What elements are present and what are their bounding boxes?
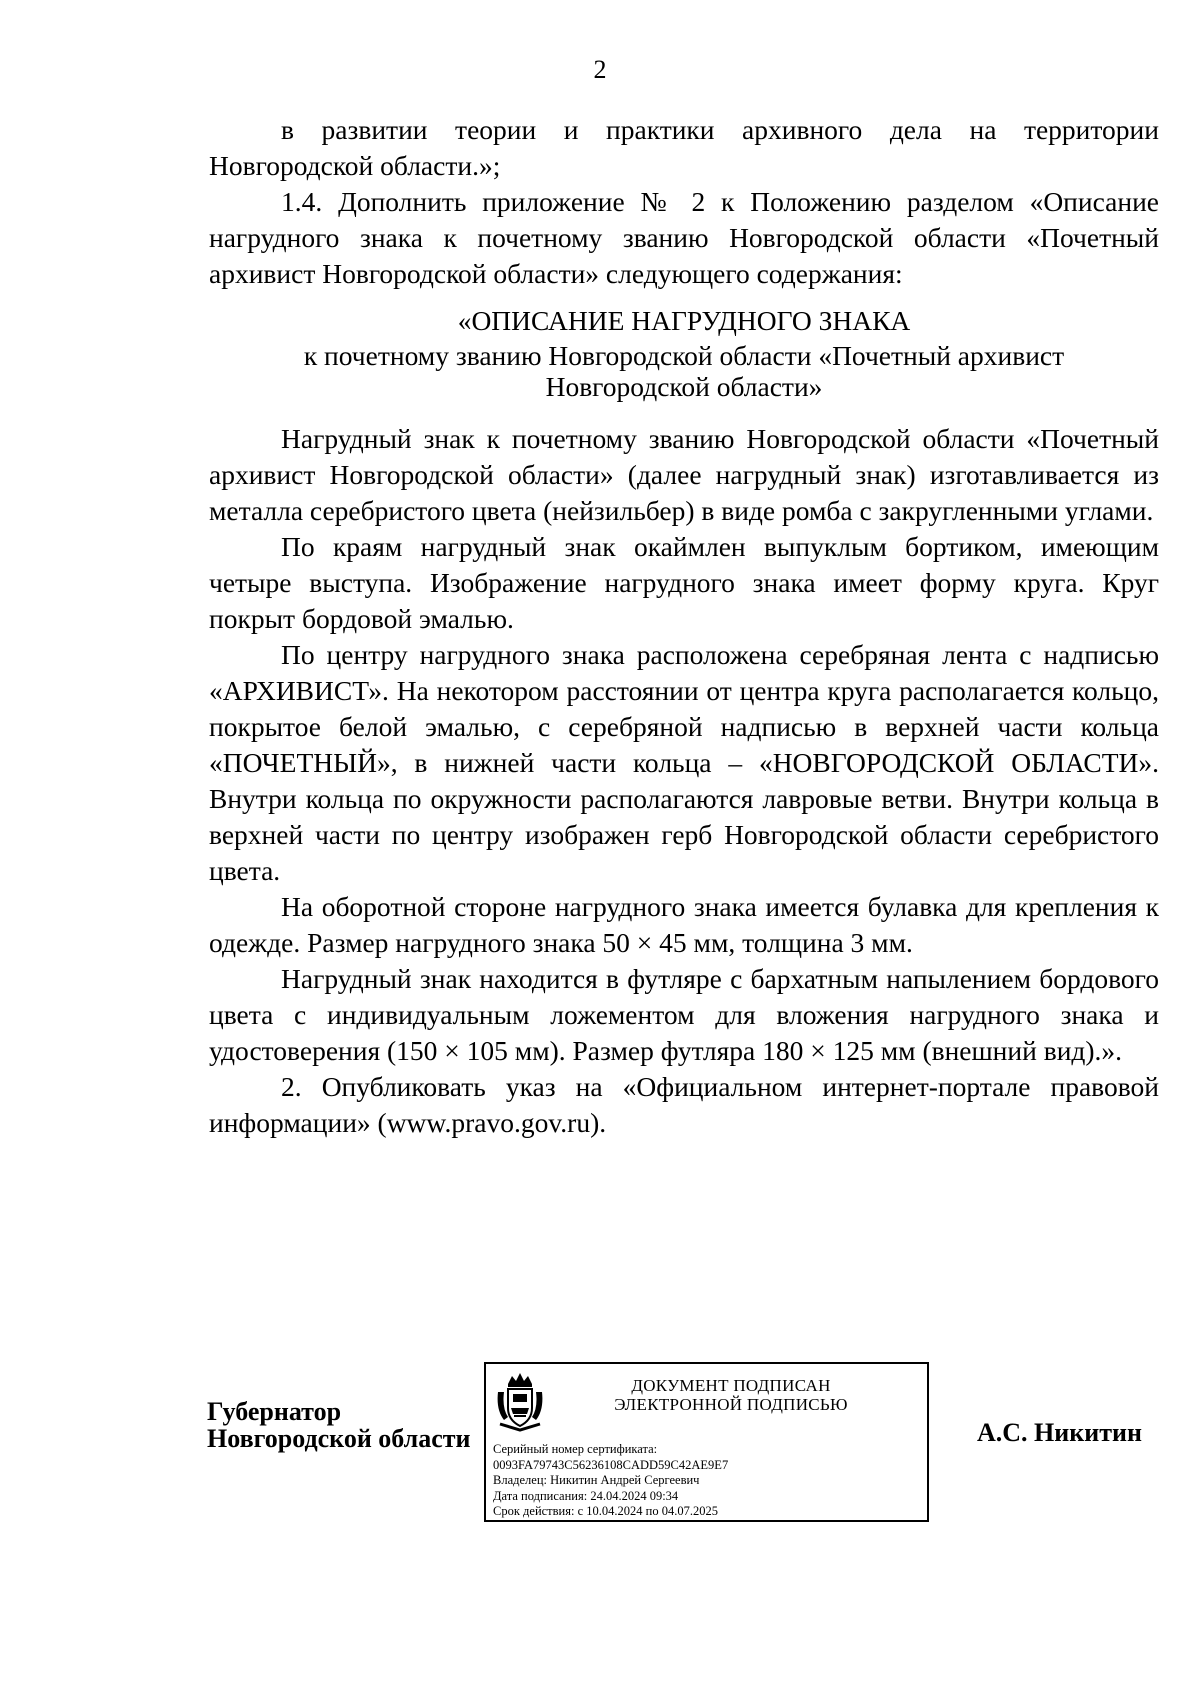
signatory-name: А.С. Никитин bbox=[977, 1418, 1142, 1447]
signing-date: Дата подписания: 24.04.2024 09:34 bbox=[493, 1488, 679, 1503]
paragraph-reverse: На оборотной стороне нагрудного знака имеется булавка для крепления к одежде. Размер нагрудного знака 50 × 45 мм, толщина 3 мм. bbox=[209, 891, 1159, 958]
heading-title: «ОПИСАНИЕ НАГРУДНОГО ЗНАКА bbox=[457, 305, 911, 336]
stamp-title bbox=[566, 1376, 896, 1414]
paragraph-edges: По краям нагрудный знак окаймлен выпуклым бортиком, имеющим четыре выступа. Изображение нагрудного знака имеет форму круга. Круг покрыт бордовой эмалью. bbox=[209, 531, 1159, 634]
position-line-1: Губернатор bbox=[207, 1397, 342, 1426]
page-number: 2 bbox=[593, 55, 607, 84]
coat-of-arms-icon bbox=[494, 1370, 546, 1432]
certificate-validity: Срок действия: с 10.04.2024 по 04.07.2025 bbox=[493, 1504, 718, 1518]
section-heading bbox=[209, 305, 1159, 402]
certificate-info bbox=[493, 1442, 728, 1520]
paragraph-item-1-4: 1.4. Дополнить приложение № 2 к Положению разделом «Описание нагрудного знака к почетному званию Новгородской области «Почетный архивист Новгородской области» следующего содержания: bbox=[209, 186, 1159, 289]
stamp-title-line-1: ДОКУМЕНТ ПОДПИСАН bbox=[631, 1376, 831, 1395]
paragraph-center: По центру нагрудного знака расположена серебряная лента с надписью «АРХИВИСТ». На некотором расстоянии от центра круга располагается кольцо, покрытое белой эмалью, с серебряной надписью в верхней части кольца «ПОЧЕТНЫЙ», в нижней части кольца – «НОВГОРОДСКОЙ ОБЛАСТИ». Внутри кольца по окружности располагаются лавровые ветви. Внутри кольца в верхней части по центру изображен герб Новгородской области серебристого цвета. bbox=[209, 639, 1159, 886]
paragraph-continuation: в развитии теории и практики архивного дела на территории Новгородской области.»; bbox=[209, 114, 1159, 181]
electronic-signature-stamp bbox=[484, 1362, 929, 1522]
paragraph-case: Нагрудный знак находится в футляре с бархатным напылением бордового цвета с индивидуальным ложементом для вложения нагрудного знака и удостоверения (150 × 105 мм). Размер футляра 180 × 125 мм (внешний вид).». bbox=[209, 963, 1159, 1066]
signatory-position bbox=[207, 1398, 471, 1452]
certificate-number: 0093FA79743C56236108CADD59C42AE9E7 bbox=[493, 1457, 729, 1472]
certificate-label: Серийный номер сертификата: bbox=[493, 1442, 658, 1456]
document-body-top bbox=[209, 112, 1159, 292]
stamp-title-line-2: ЭЛЕКТРОННОЙ ПОДПИСЬЮ bbox=[614, 1395, 848, 1414]
paragraph-description: Нагрудный знак к почетному званию Новгородской области «Почетный архивист Новгородской области» (далее нагрудный знак) изготавливается из металла серебристого цвета (нейзильбер) в виде ромба с закругленными углами. bbox=[209, 423, 1159, 526]
heading-subtitle: к почетному званию Новгородской области «Почетный архивист Новгородской области» bbox=[303, 340, 1065, 402]
document-body-main bbox=[209, 421, 1159, 1141]
position-line-2: Новгородской области bbox=[207, 1424, 471, 1453]
paragraph-item-2: 2. Опубликовать указ на «Официальном интернет-портале правовой информации» (www.pravo.gov.ru). bbox=[209, 1071, 1159, 1138]
certificate-owner: Владелец: Никитин Андрей Сергеевич bbox=[493, 1473, 700, 1487]
